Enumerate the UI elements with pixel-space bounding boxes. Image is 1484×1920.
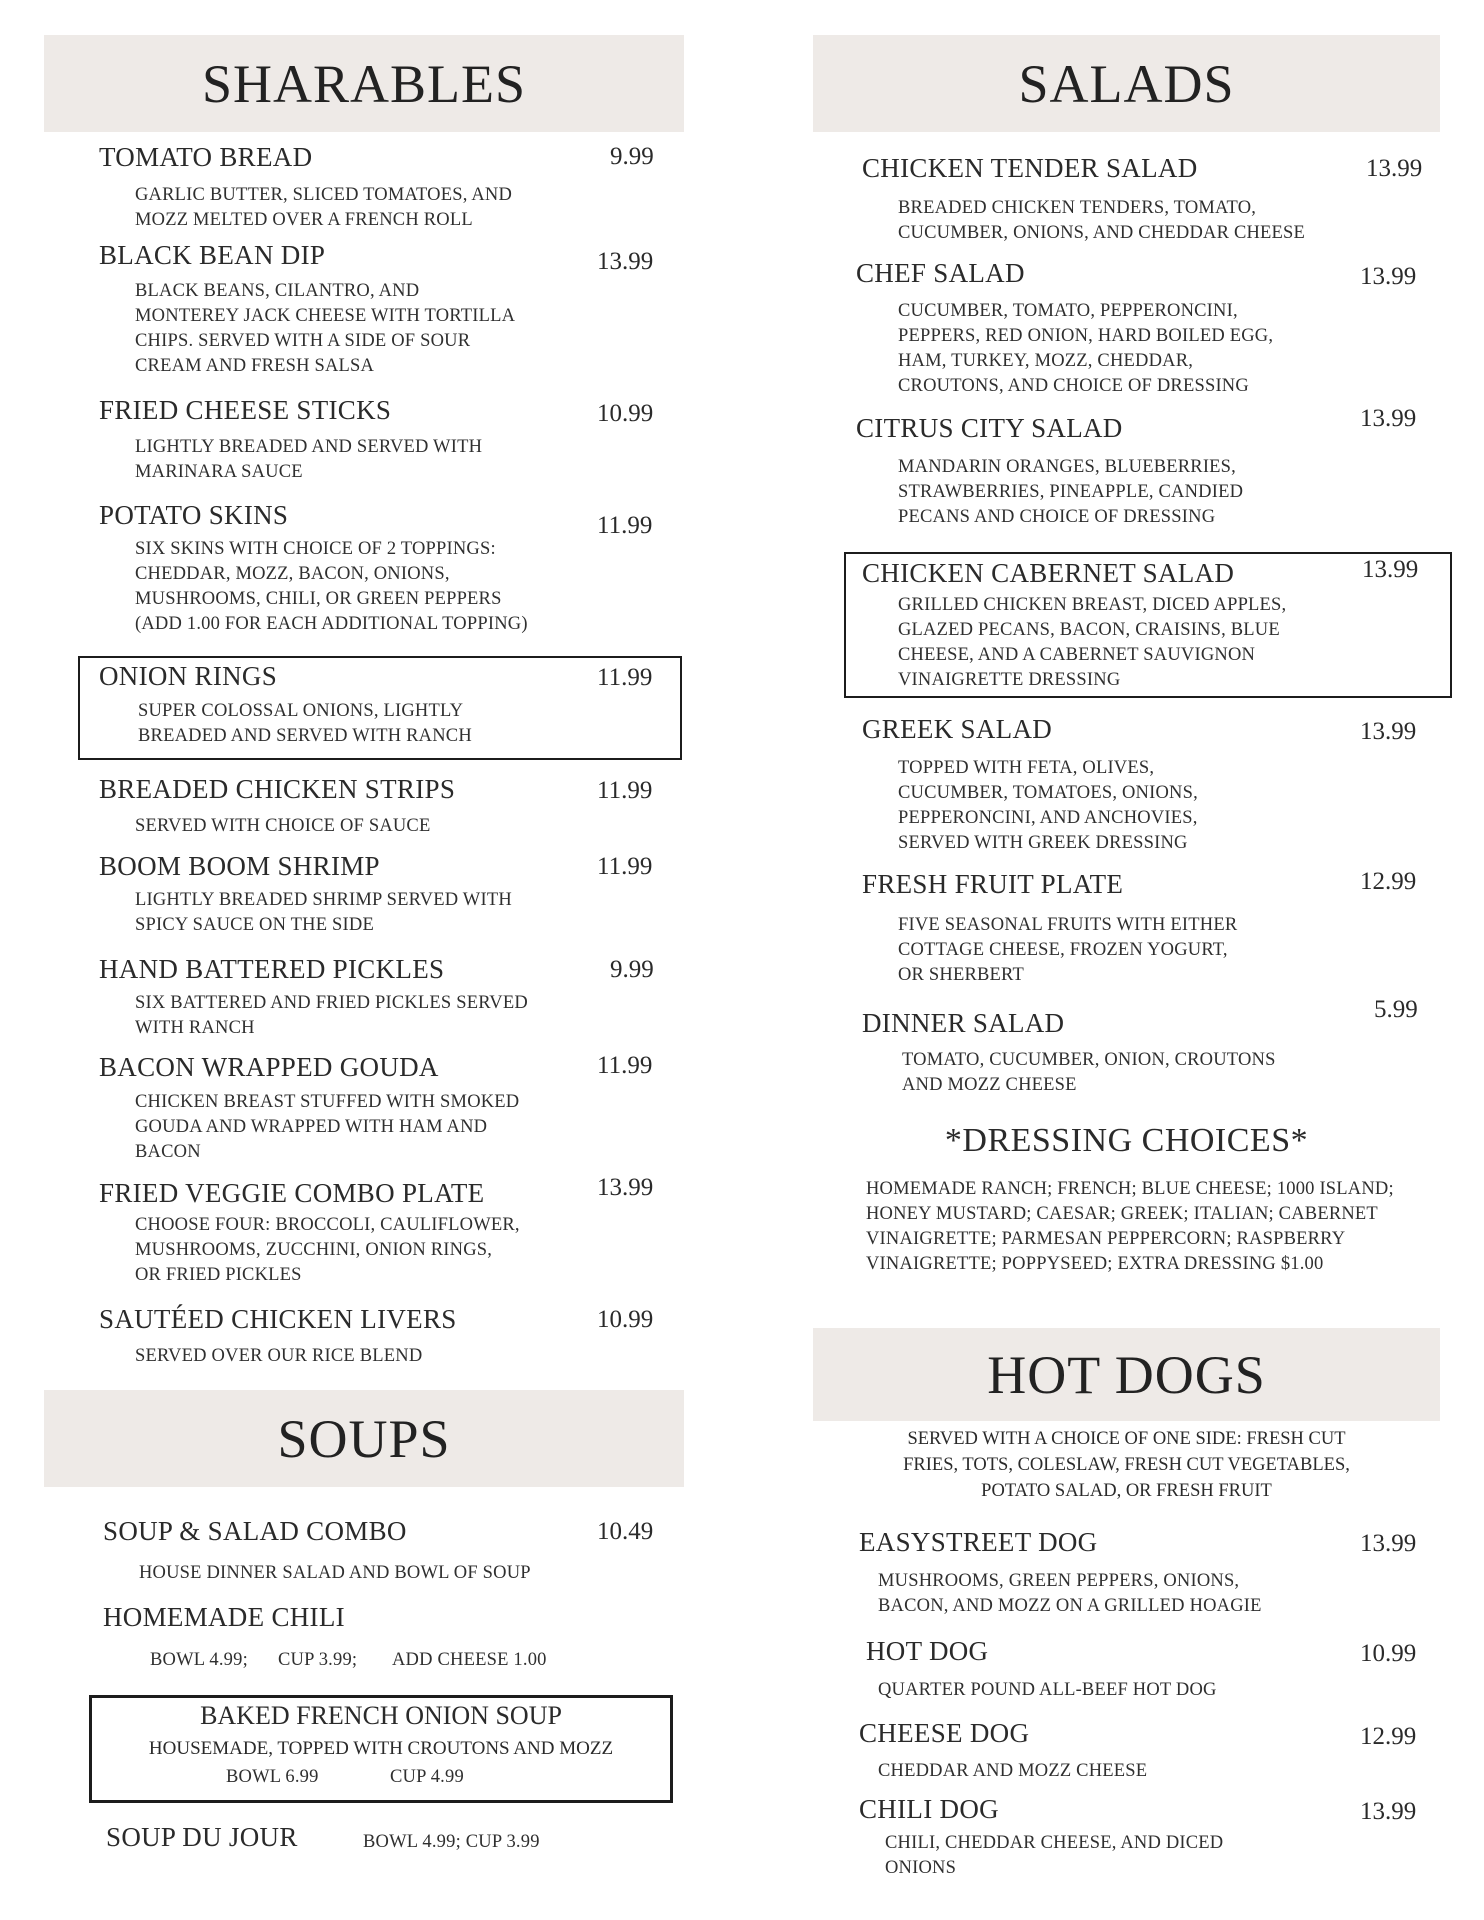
item-description: QUARTER POUND ALL-BEEF HOT DOG [878,1680,1217,1700]
item-description: TOMATO, CUCUMBER, ONION, CROUTONS AND MOZZ CHEESE [902,1050,1276,1095]
item-price: 13.99 [597,1174,654,1201]
dressing-choices-list: HOMEMADE RANCH; FRENCH; BLUE CHEESE; 1000 ISLAND; HONEY MUSTARD; CAESAR; GREEK; ITALIAN; CABERNET VINAIGRETTE; PARMESAN PEPPERCORN; RASPBERRY VINAIGRETTE; POPPYSEED; EXTRA DRESSING $1.00 [866,1179,1394,1274]
item-price: 13.99 [1360,263,1417,290]
item-name: EASYSTREET DOG [859,1527,1098,1557]
item-name: SAUTÉED CHICKEN LIVERS [99,1304,457,1334]
item-name: SOUP & SALAD COMBO [103,1516,407,1546]
item-price: 13.99 [1366,155,1423,182]
sharables-title: SHARABLES [201,53,527,114]
item-price: 13.99 [1360,718,1417,745]
sharables-banner [44,35,684,132]
item-price: 12.99 [1360,868,1417,895]
dressing-choices-title: *DRESSING CHOICES* [944,1122,1309,1159]
item-name: CITRUS CITY SALAD [856,413,1123,443]
item-prices: BOWL 4.99; CUP 3.99 [363,1832,540,1852]
item-price: 10.99 [597,1306,654,1333]
item-description: SUPER COLOSSAL ONIONS, LIGHTLY BREADED AND SERVED WITH RANCH [138,701,472,746]
item-name: CHEESE DOG [859,1718,1030,1748]
item-description: CHICKEN BREAST STUFFED WITH SMOKED GOUDA AND WRAPPED WITH HAM AND BACON [135,1092,520,1162]
item-name: FRIED VEGGIE COMBO PLATE [99,1178,485,1208]
item-description: CUCUMBER, TOMATO, PEPPERONCINI, PEPPERS, RED ONION, HARD BOILED EGG, HAM, TURKEY, MOZZ, CHEDDAR, CROUTONS, AND CHOICE OF DRESSING [898,301,1274,396]
hot-dogs-banner [813,1328,1440,1421]
item-description: SERVED WITH CHOICE OF SAUCE [135,816,431,836]
item-price: 10.49 [597,1518,654,1545]
item-name: HOT DOG [866,1636,989,1666]
french-onion-cup-price: CUP 4.99 [390,1767,464,1787]
item-name: CHICKEN CABERNET SALAD [862,558,1235,588]
item-description: GRILLED CHICKEN BREAST, DICED APPLES, GLAZED PECANS, BACON, CRAISINS, BLUE CHEESE, AND A CABERNET SAUVIGNON VINAIGRETTE DRESSING [898,595,1287,690]
salads-title: SALADS [1018,53,1235,114]
item-name: BACON WRAPPED GOUDA [99,1052,439,1082]
item-name: TOMATO BREAD [99,142,313,172]
chili-add-cheese: ADD CHEESE 1.00 [392,1650,547,1670]
item-description: HOUSEMADE, TOPPED WITH CROUTONS AND MOZZ [148,1738,614,1759]
item-description: MUSHROOMS, GREEN PEPPERS, ONIONS, BACON, AND MOZZ ON A GRILLED HOAGIE [878,1571,1262,1616]
item-description: LIGHTLY BREADED AND SERVED WITH MARINARA SAUCE [135,437,483,482]
item-name: BLACK BEAN DIP [99,240,326,270]
item-name: GREEK SALAD [862,714,1053,744]
item-description: BLACK BEANS, CILANTRO, AND MONTEREY JACK CHEESE WITH TORTILLA CHIPS. SERVED WITH A SIDE OF SOUR CREAM AND FRESH SALSA [135,281,516,376]
item-name: FRIED CHEESE STICKS [99,395,392,425]
chili-cup-price: CUP 3.99; [278,1650,358,1670]
item-price: 13.99 [1360,1530,1417,1557]
item-description: MANDARIN ORANGES, BLUEBERRIES, STRAWBERRIES, PINEAPPLE, CANDIED PECANS AND CHOICE OF DRESSING [898,457,1244,527]
item-price: 11.99 [597,1052,653,1079]
item-name: CHILI DOG [859,1794,999,1824]
item-description: SIX BATTERED AND FRIED PICKLES SERVED WITH RANCH [135,993,528,1038]
item-price: 10.99 [597,400,654,427]
item-name: HOMEMADE CHILI [103,1602,345,1632]
item-price: 11.99 [597,664,653,691]
item-name: HAND BATTERED PICKLES [99,954,445,984]
item-name: BAKED FRENCH ONION SOUP [200,1701,562,1730]
item-description: TOPPED WITH FETA, OLIVES, CUCUMBER, TOMATOES, ONIONS, PEPPERONCINI, AND ANCHOVIES, SERVED WITH GREEK DRESSING [898,758,1198,853]
item-price: 13.99 [1362,556,1419,583]
item-name: ONION RINGS [99,661,278,691]
hot-dogs-intro: SERVED WITH A CHOICE OF ONE SIDE: FRESH CUT FRIES, TOTS, COLESLAW, FRESH CUT VEGETABLES, POTATO SALAD, OR FRESH FRUIT [903,1429,1350,1501]
item-price: 10.99 [1360,1640,1417,1667]
item-description: CHILI, CHEDDAR CHEESE, AND DICED ONIONS [885,1833,1224,1878]
item-name: CHEF SALAD [856,258,1025,288]
soups-title: SOUPS [277,1408,451,1469]
item-description: CHOOSE FOUR: BROCCOLI, CAULIFLOWER, MUSHROOMS, ZUCCHINI, ONION RINGS, OR FRIED PICKLES [135,1215,520,1285]
item-price: 11.99 [597,512,653,539]
soups-banner [44,1390,684,1487]
item-price: 9.99 [610,956,654,983]
item-description: SIX SKINS WITH CHOICE OF 2 TOPPINGS: CHEDDAR, MOZZ, BACON, ONIONS, MUSHROOMS, CHILI, OR GREEN PEPPERS (ADD 1.00 FOR EACH ADDITIONAL TOPPING) [135,539,528,634]
item-price: 5.99 [1374,996,1418,1023]
french-onion-bowl-price: BOWL 6.99 [226,1767,319,1787]
item-price: 9.99 [610,143,654,170]
item-name: CHICKEN TENDER SALAD [862,153,1198,183]
item-name: BOOM BOOM SHRIMP [99,851,380,881]
item-price: 11.99 [597,853,653,880]
item-description: GARLIC BUTTER, SLICED TOMATOES, AND MOZZ MELTED OVER A FRENCH ROLL [135,185,513,230]
chili-bowl-price: BOWL 4.99; [150,1650,248,1670]
item-description: SERVED OVER OUR RICE BLEND [135,1346,423,1366]
item-price: 13.99 [1360,1798,1417,1825]
item-price: 13.99 [597,248,654,275]
item-description: LIGHTLY BREADED SHRIMP SERVED WITH SPICY SAUCE ON THE SIDE [135,890,512,935]
item-name: DINNER SALAD [862,1008,1065,1038]
item-name: FRESH FRUIT PLATE [862,869,1124,899]
item-price: 11.99 [597,777,653,804]
item-price: 12.99 [1360,1723,1417,1750]
item-description: FIVE SEASONAL FRUITS WITH EITHER COTTAGE CHEESE, FROZEN YOGURT, OR SHERBERT [898,915,1238,985]
item-description: HOUSE DINNER SALAD AND BOWL OF SOUP [139,1563,531,1583]
item-name: POTATO SKINS [99,500,289,530]
item-description: CHEDDAR AND MOZZ CHEESE [878,1761,1148,1781]
salads-banner [813,35,1440,132]
hot-dogs-title: HOT DOGS [987,1344,1266,1405]
item-price: 13.99 [1360,405,1417,432]
item-description: BREADED CHICKEN TENDERS, TOMATO, CUCUMBER, ONIONS, AND CHEDDAR CHEESE [898,198,1306,243]
item-name: BREADED CHICKEN STRIPS [99,774,456,804]
item-name: SOUP DU JOUR [106,1822,298,1852]
